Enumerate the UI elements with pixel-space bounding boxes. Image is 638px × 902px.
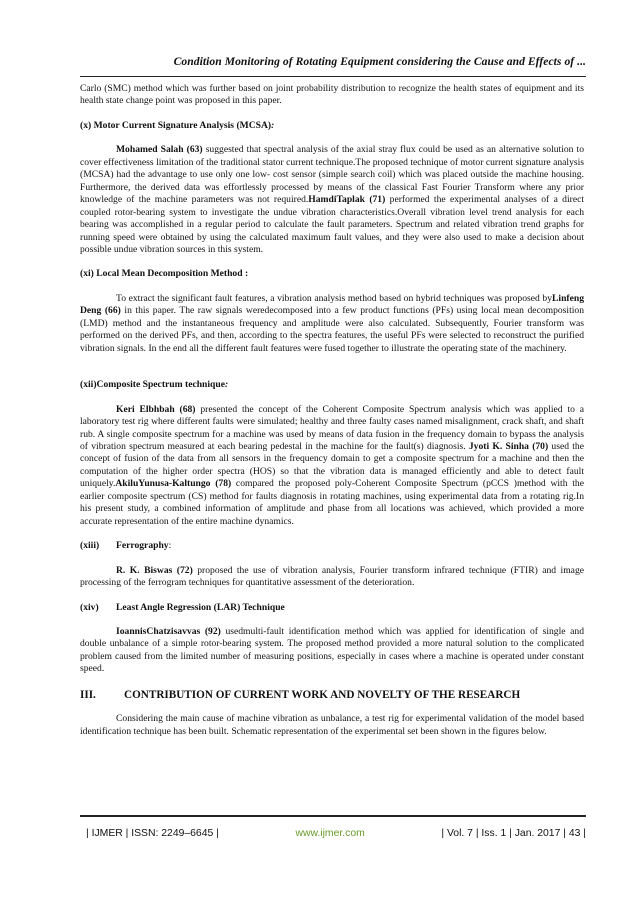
section-iii-title: CONTRIBUTION OF CURRENT WORK AND NOVELTY OF THE RESEARCH [124,688,521,701]
section-xii-colon: : [224,379,229,391]
section-xii-text-2: used the concept of fusion of the data from all sensors in the frequency domain to get a composite spectrum for a machine and then the computation of the higher order spectra (HOS) so that the vibration data is managed efficiently and able to detect fault uniquely. [80,440,584,490]
section-xiv-text-1: usedmulti-fault identification method which was applied for identification of single and double unbalance of a simple rotor-bearing system. The proposed method provided a more natural solution to the complicated problem caused from the limited number of measuring positions, especially in cases where a machine is operated under constant speed. [80,625,584,675]
section-xiv-heading [80,602,584,614]
section-xii-text-1: presented the concept of the Coherent Composite Spectrum analysis which was applied to a laboratory test rig where different faults were simulated; healthy and three faulty cases named misalignment, crack shaft, and shaft rub. A single composite spectrum for a machine was used by means of data fusion in the frequency domain to bypass the analysis of vibration spectrum measured at each bearing pedestal in the machine for the fault(s) diagnosis. [80,403,584,452]
section-x-title: Motor Current Signature Analysis (MCSA) [93,119,272,131]
section-xiv-title: Least Angle Regression (LAR) Technique [116,601,285,613]
section-x-paragraph [80,144,584,256]
section-xiv-number: (xiv) [80,601,99,613]
section-iii-heading [80,689,584,701]
section-xiv-paragraph [80,626,584,676]
section-xi-title: Local Mean Decomposition Method : [96,268,249,280]
section-xiii-heading [80,540,584,552]
footer-issue: | Vol. 7 | Iss. 1 | Jan. 2017 | 43 | [441,828,586,839]
section-x-heading [80,120,584,132]
author-hamdi-taplak: HamdiTaplak (71) [308,194,386,206]
section-xiii-colon: : [168,540,172,552]
author-ioannis-chatzisavvas: IoannisChatzisavvas (92) [116,625,221,637]
footer-rule [80,815,586,817]
header-rule [80,76,586,77]
author-rk-biswas: R. K. Biswas (72) [116,564,193,576]
author-akilu-yunusa-kaltungo: AkiluYunusa-Kaltungo (78) [115,478,232,490]
section-x-text-1: suggested that spectral analysis of the axial stray flux could be used as an alternative solution to cover effectiveness limitation of the traditional stator current technique.The proposed technique of motor current signature analysis (MCSA) had the advantage to use only one low- cost sensor (simple search coil) which was placed outside the machine housing. Furthermore, the derived data was effortlessly processed by means of the classical Fast Fourier Transform where any prior knowledge of the machine parameters was not required. [80,144,585,206]
section-xi-text-1: To extract the significant fault features, a vibration analysis method based on hybrid techniques was proposed by [116,292,552,304]
section-xiii-text-1: proposed the use of vibration analysis, Fourier transform infrared technique (FTIR) and image processing of the ferrogram techniques for quantitative assessment of the deterioration. [80,564,584,589]
section-xii-paragraph [80,404,584,529]
section-xi-number: (xi) [80,268,94,280]
section-xi-heading [80,268,584,280]
section-iii-number: III. [80,688,96,701]
section-xi-paragraph [80,293,584,355]
section-xii-text-3: compared the proposed poly-Coherent Composite Spectrum (pCCS )method with the earlier composite spectrum (CS) method for faults diagnosis in rotating machines, using experimental data from a rotating rig.In his present study, a combined information of amplitude and phase from all locations was achieved, which provided a more accurate representation of the entire machine dynamics. [80,478,584,527]
footer-url-link[interactable]: www.ijmer.com [295,828,365,839]
page-footer [86,828,586,839]
page-body [80,83,584,738]
section-x-number: (x) [80,119,92,131]
author-jyoti-sinha: Jyoti K. Sinha (70) [468,440,549,452]
running-title: Condition Monitoring of Rotating Equipment considering the Cause and Effects of ... [173,55,586,68]
section-xii-title: Composite Spectrum technique [96,379,225,391]
section-xiii-number: (xiii) [80,540,100,552]
section-xii-heading [80,379,584,391]
section-xiii-paragraph [80,565,584,590]
author-keri-elbhbah: Keri Elbhbah (68) [116,403,196,415]
footer-journal: | IJMER | ISSN: 2249–6645 | [86,828,219,839]
section-iii-paragraph: Considering the main cause of machine vibration as unbalance, a test rig for experimental validation of the model based identification technique has been built. Schematic representation of the experimental set been shown in the figures below. [80,713,584,737]
intro-paragraph: Carlo (SMC) method which was further based on joint probability distribution to recognize the health states of equipment and its health state change point was proposed in this paper. [80,83,584,107]
section-xii-number: (xii) [80,379,97,391]
section-xiii-title: Ferrography [116,540,169,552]
section-x-colon: : [271,119,275,131]
section-x-text-2: performed the experimental analyses of a direct coupled rotor-bearing system to investigate the undue vibration characteristics.Overall vibration level trend analysis for each bearing was accomplished in a regular period to calculate the fault parameters. Spectrum and related vibration trend graphs for running speed were obtained by using the calculated maximum fault values, and they were also used to make a decision about possible undue vibration sources in this system. [80,194,584,255]
author-linfeng-deng: Linfeng Deng (66) [80,292,584,317]
author-mohamed-salah: Mohamed Salah (63) [116,144,203,156]
section-xi-text-2: in this paper. The raw signals weredecomposed into a few product functions (PFs) using local mean decomposition (LMD) method and the instantaneous frequency and amplitude were also calculated. Subsequently, Fourier transform was performed on the derived PFs, and then, according to the spectra features, the useful PFs were selected to reconstruct the purified vibration signals. In the end all the different fault features were fused together to illustrate the operating state of the machinery. [80,305,585,354]
